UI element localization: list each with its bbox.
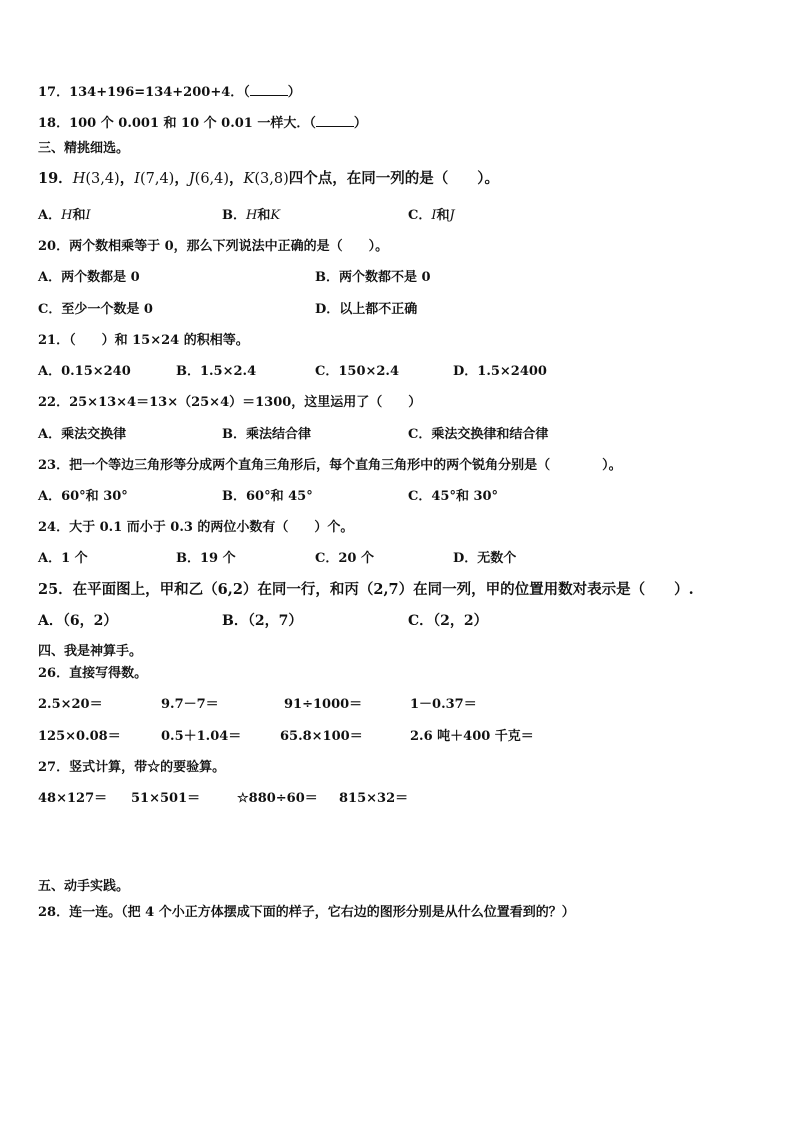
q23-option-b[interactable]: B．60°和 45° [222,489,313,504]
q26-item: 91÷1000＝ [284,697,363,712]
option-label: A． [38,208,62,223]
option-point: J [449,208,455,223]
section-5-heading: 五、动手实践。 [38,879,130,894]
question-28: 28．连一连。（把 4 个小正方体摆成下面的样子，它右边的图形分别是从什么位置看到的？） [38,905,575,920]
question-18-close: ） [353,116,367,131]
option-connector: 和 [72,208,86,223]
option-connector: 和 [257,208,271,223]
q21-option-c[interactable]: C．150×2.4 [315,364,399,379]
q26-item: 0.5＋1.04＝ [161,729,242,744]
q22-option-c[interactable]: C．乘法交换律和结合律 [408,427,549,442]
question-19 [38,170,499,188]
q22-option-b[interactable]: B．乘法结合律 [222,427,311,442]
option-label: B． [222,208,246,223]
q27-item: 815×32＝ [339,791,409,806]
option-connector: 和 [436,208,450,223]
separator: ， [119,170,135,187]
question-26: 26．直接写得数。 [38,666,148,681]
q24-option-b[interactable]: B．19 个 [176,551,236,566]
question-20: 20．两个数相乘等于 0，那么下列说法中正确的是（ ）。 [38,239,389,254]
option-point: H [246,208,258,223]
question-17-close: ） [287,85,301,100]
point-i-coords: (7,4) [139,171,175,187]
section-4-heading: 四、我是神算手。 [38,644,143,659]
point-j-coords: (6,4) [194,171,230,187]
q26-item: 2.6 吨＋400 千克＝ [410,729,534,744]
question-19-tail: 四个点，在同一列的是（ ）。 [288,170,499,187]
question-19-number: 19． [38,170,73,187]
q21-option-b[interactable]: B．1.5×2.4 [176,364,257,379]
question-22: 22．25×13×4＝13×（25×4）＝1300，这里运用了（ ） [38,395,422,410]
point-j: J [188,171,195,187]
question-18 [38,115,367,132]
q21-option-a[interactable]: A．0.15×240 [38,364,131,379]
q24-option-c[interactable]: C．20 个 [315,551,374,566]
point-k-coords: (3,8) [254,171,289,187]
q21-option-d[interactable]: D．1.5×2400 [453,364,547,379]
q24-option-d[interactable]: D．无数个 [453,551,517,566]
q23-option-c[interactable]: C．45°和 30° [408,489,499,504]
option-label: C． [408,208,432,223]
q26-item: 125×0.08＝ [38,729,121,744]
option-point: I [85,208,91,223]
option-point: K [270,208,281,223]
point-h-coords: (3,4) [85,171,120,187]
option-point: H [61,208,73,223]
q23-option-a[interactable]: A．60°和 30° [38,489,128,504]
answer-blank-17[interactable] [250,84,288,96]
question-17-text: 17．134+196=134+200+4．（ [38,85,250,100]
q20-option-d[interactable]: D．以上都不正确 [315,302,418,317]
question-24: 24．大于 0.1 而小于 0.3 的两位小数有（ ）个。 [38,520,354,535]
separator: ， [174,170,189,187]
q20-option-a[interactable]: A．两个数都是 0 [38,270,140,285]
q25-option-a[interactable]: A．（6，2） [38,613,118,629]
q26-item: 9.7－7＝ [161,697,219,712]
q19-option-c[interactable] [408,208,455,224]
point-k: K [243,171,255,187]
question-23: 23．把一个等边三角形等分成两个直角三角形后，每个直角三角形中的两个锐角分别是（ ）。 [38,458,622,473]
q19-option-b[interactable] [222,208,280,224]
q26-item: 1－0.37＝ [410,697,477,712]
q27-item: 51×501＝ [131,791,201,806]
q27-item: ☆880÷60＝ [237,791,318,806]
question-18-text: 18．100 个 0.001 和 10 个 0.01 一样大．（ [38,116,316,131]
section-3-heading: 三、精挑细选。 [38,141,130,156]
question-17 [38,84,301,101]
q19-option-a[interactable] [38,208,91,224]
q26-item: 2.5×20＝ [38,697,103,712]
question-21: 21．（ ）和 15×24 的积相等。 [38,333,249,348]
point-h: H [72,171,86,187]
q22-option-a[interactable]: A．乘法交换律 [38,427,127,442]
answer-blank-18[interactable] [316,115,354,127]
q20-option-b[interactable]: B．两个数都不是 0 [315,270,431,285]
q25-option-c[interactable]: C．（2，2） [408,613,488,629]
q26-item: 65.8×100＝ [280,729,363,744]
option-point: I [431,208,437,223]
q20-option-c[interactable]: C．至少一个数是 0 [38,302,153,317]
question-27: 27．竖式计算，带☆的要验算。 [38,760,226,775]
question-25: 25．在平面图上，甲和乙（6,2）在同一行，和丙（2,7）在同一列，甲的位置用数对表示是（ ）. [38,581,694,598]
separator: ， [229,170,244,187]
q25-option-b[interactable]: B．（2，7） [222,613,303,629]
point-i: I [134,171,140,187]
q27-item: 48×127＝ [38,791,108,806]
q24-option-a[interactable]: A．1 个 [38,551,88,566]
